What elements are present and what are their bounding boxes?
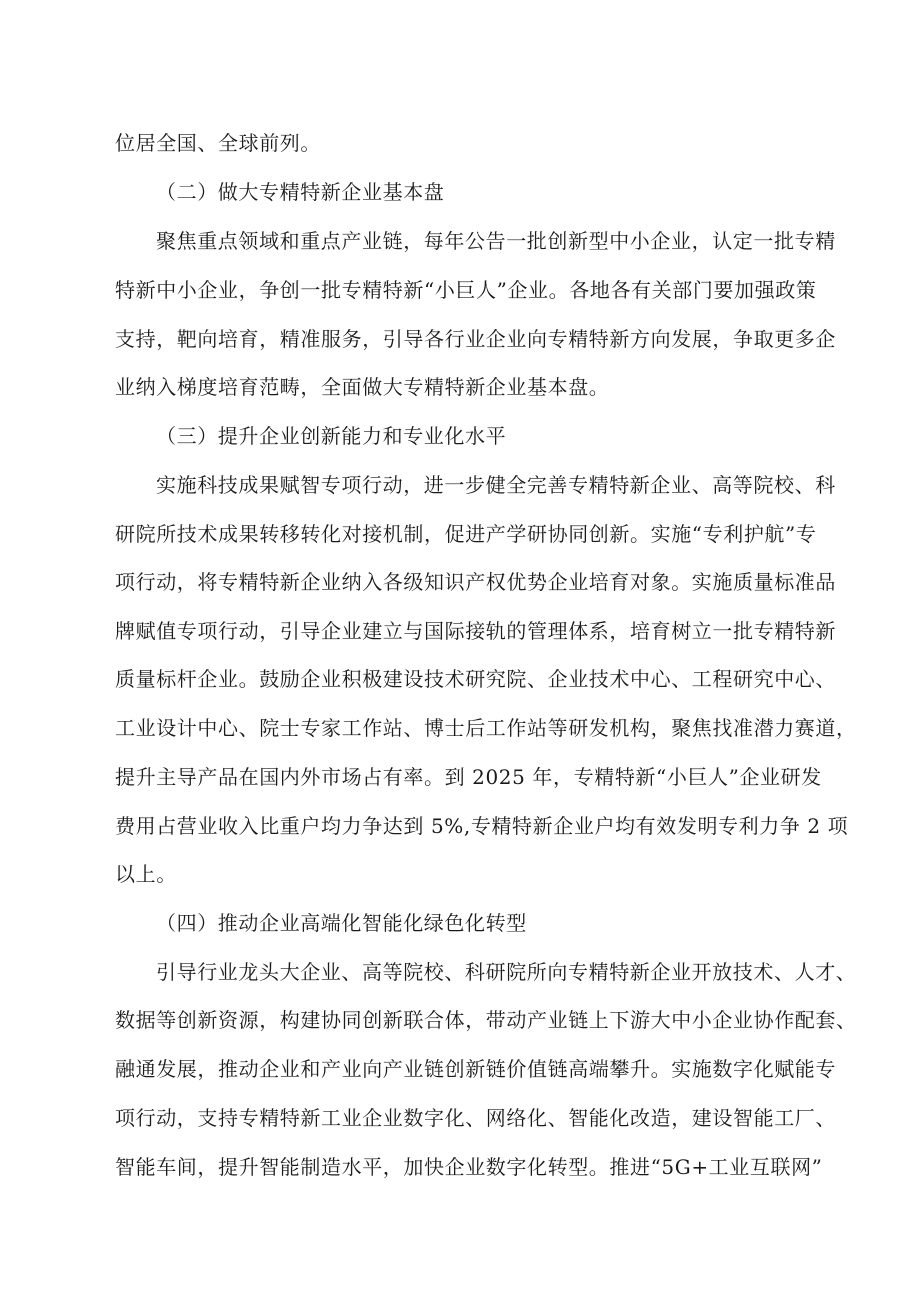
text-line: 引导行业龙头大企业、高等院校、科研院所向专精特新企业开放技术、人才、 — [156, 960, 857, 984]
section-heading: （二）做大专精特新企业基本盘 — [156, 180, 445, 204]
text-line: 支持，靶向培育，精准服务，引导各行业企业向专精特新方向发展，争取更多企 — [115, 327, 836, 351]
text-line: 工业设计中心、院士专家工作站、博士后工作站等研发机构，聚焦找准潜力赛道， — [115, 716, 857, 740]
text-line: 特新中小企业，争创一批专精特新“小巨人”企业。各地各有关部门要加强政策 — [115, 278, 817, 302]
text-line: 研院所技术成果转移转化对接机制，促进产学研协同创新。实施“专利护航”专 — [115, 522, 817, 546]
text-line: 位居全国、全球前列。 — [115, 131, 321, 155]
text-line: 聚焦重点领域和重点产业链，每年公告一批创新型中小企业，认定一批专精 — [156, 229, 836, 253]
text-line: 以上。 — [115, 862, 177, 886]
section-heading: （四）推动企业高端化智能化绿色化转型 — [156, 911, 527, 935]
text-line: 牌赋值专项行动，引导企业建立与国际接轨的管理体系，培育树立一批专精特新 — [115, 619, 836, 643]
text-line: 提升主导产品在国内外市场占有率。到 2025 年，专精特新“小巨人”企业研发 — [115, 765, 822, 789]
text-line: 融通发展，推动企业和产业向产业链创新链价值链高端攀升。实施数字化赋能专 — [115, 1057, 836, 1081]
text-line: 业纳入梯度培育范畴，全面做大专精特新企业基本盘。 — [115, 375, 610, 399]
text-line: 项行动，将专精特新企业纳入各级知识产权优势企业培育对象。实施质量标准品 — [115, 570, 836, 594]
text-line: 实施科技成果赋智专项行动，进一步健全完善专精特新企业、高等院校、科 — [156, 473, 836, 497]
section-heading: （三）提升企业创新能力和专业化水平 — [156, 424, 507, 448]
text-line: 智能车间，提升智能制造水平，加快企业数字化转型。推进“5G+工业互联网” — [115, 1155, 823, 1179]
text-line: 质量标杆企业。鼓励企业积极建设技术研究院、企业技术中心、工程研究中心、 — [115, 667, 836, 691]
text-line: 项行动，支持专精特新工业企业数字化、网络化、智能化改造，建设智能工厂、 — [115, 1106, 836, 1130]
text-line: 费用占营业收入比重户均力争达到 5%,专精特新企业户均有效发明专利力争 2 项 — [115, 814, 849, 838]
text-line: 数据等创新资源，构建协同创新联合体，带动产业链上下游大中小企业协作配套、 — [115, 1008, 857, 1032]
